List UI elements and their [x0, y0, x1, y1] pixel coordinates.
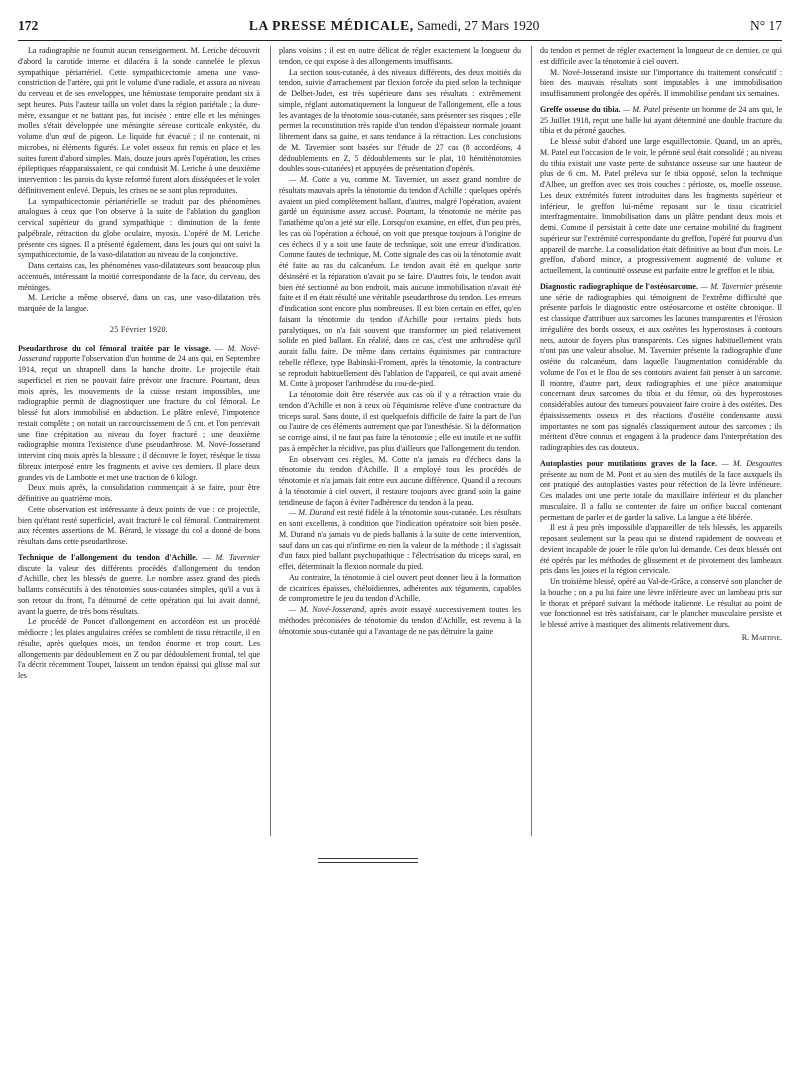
column-2 — [270, 46, 521, 836]
author-name: — M. Cotte — [289, 175, 330, 184]
footer-rule — [318, 862, 418, 863]
paragraph: M. Leriche a même observé, dans un cas, une vaso-dilatation très marquée de la langue. — [18, 293, 260, 313]
paragraph: plans voisins ; il est en outre délicat de régler exactement la longueur du tendon, ce qui expose à des allongements insuffisants. — [279, 46, 521, 66]
section-title: Pseudarthrose du col fémoral traitée par le vissage. — [18, 343, 211, 353]
paragraph: La radiographie ne fournit aucun renseignement. M. Leriche découvrit d'abord la carotide interne et dilacéra à la sonde cannelée le plexus sympathique périartériel. Cette sympathicectomie amena une vaso-constriction de l'artère, qui prit le volume d'une radiale, et assura au niveau du cerveau et de ses enveloppes, une hémostase temporaire pendant six à sept heures. Puis l'auteur tailla un volet dans la région pariétale ; la dure-mère, exsangue et ne battant pas, fut incisée : entre elle et les méninges molles s'était développée une méningite séreuse corticale enkystée, du volume d'un œuf de pigeon. Le liquide fut évacué ; il ne contenait, ni microbes, ni éléments figurés. Le volet osseux fut remis en place et les suites furent d'abord simples. Mais, douze jours après l'opération, les crises épileptiques réapparaissaient, ce qui conduisit M. Leriche à une deuxième intervention : les parois du kyste reformé furent alors disséquées et le volet définitivement enlevé. Depuis, les crises ne se sont plus reproduites. — [18, 46, 260, 195]
article-columns — [18, 46, 782, 836]
section-greffe-osseuse — [540, 105, 782, 137]
section-osteosarcome — [540, 282, 782, 454]
section-text: présente un homme de 24 ans qui, le 25 Juillet 1918, reçut une balle lui ayant déterminé une double fracture du tibia et du péroné gauches. — [540, 104, 782, 136]
paragraph — [279, 508, 521, 573]
paragraph — [279, 605, 521, 637]
section-title: Technique de l'allongement du tendon d'Achille. — [18, 552, 198, 562]
section-pseudarthrose: Pseudarthrose du col fémoral traitée par le vissage. — M. Nové-Josserand rapporte l'observation d'un homme de 24 ans qui, en Septembre 1914, reçut un shrapnell dans la hanche droite. Le projectile était superficiel et rien ne pouvait faire prévoir une fracture. Pourtant, deux mois après, les mouvements de la cuisse restant impossibles, une radiographie permit de diagnostiquer une fracture du col fémoral. Le blessé fut alors immobilisé en abduction. Le plâtre enlevé, l'impotence restait complète ; on notait un raccourcissement de 5 cm. et l'on percevait une fine crépitation au niveau du foyer fracturé ; une deuxième radiographie montra l'existence d'une pseudarthrose. M. Nové-Josserand intervint cinq mois après la blessure ; il découvre le foyer, résèque le tissu fibreux interposé entre les fragments et avive ces derniers. Il place deux grandes vis de Lambotte et met une traction de 6 kilogr. — [18, 343, 260, 482]
author-name: — M. Desgouttes — [721, 458, 782, 468]
paragraph: La ténotomie doit être réservée aux cas où il y a rétraction vraie du tendon d'Achille et non à ceux où l'équinisme relève d'une contracture du triceps sural. Sans doute, il est quelquefois difficile de faire la part de l'un ou l'autre de ces éléments autrement que par l'anesthésie. Si la déformation se corrige ainsi, il ne faut pas faire la ténotomie ; elle est inutile et ne suffit pas à empêcher la récidive, pas plus d'ailleurs que l'allongement du tendon. — [279, 390, 521, 453]
section-text: rapporte l'observation d'un homme de 24 ans qui, en Septembre 1914, reçut un shrapnell dans la hanche droite. Le projectile était superficiel et rien ne pouvait faire prévoir une fracture. Pourtant, deux mois après, les mouvements de la cuisse restant impossibles, une radiographie permit de diagnostiquer une fracture du col fémoral. Le blessé fut alors immobilisé en abduction. Le plâtre enlevé, l'impotence restait complète ; on notait un raccourcissement de 5 cm. et l'on percevait une fine crépitation au niveau du foyer fracturé ; une deuxième radiographie montra l'existence d'une pseudarthrose. M. Nové-Josserand intervint cinq mois après la blessure ; il découvre le foyer, résèque le tissu fibreux interposé entre les fragments et avive ces derniers. Il place deux grandes vis de Lambotte et met une traction de 6 kilogr. — [18, 354, 260, 482]
section-autoplasties — [540, 459, 782, 524]
paragraph: Le procédé de Poncet d'allongement en accordéon est un procédé médiocre ; les plaies angulaires créées se comblent de tissu rétractile, il en résulte, après quelques mois, un tendon énorme et trop court. Les allongements par dédoublement en Z ou par dédoublement frontal, tel que l'a décrit récemment Toupet, laissent un tendon épaissi qui glisse mal sur les — [18, 617, 260, 680]
author-name: M. Tavernier — [215, 552, 260, 562]
paragraph-text: a vu, comme M. Tavernier, un assez grand nombre de résultats mauvais après la ténotomie du tendon d'Achille : quelques opérés avaient un pied complètement ballant, d'autres, malgré l'opération, avaient gardé un équinisme assez accusé. Pourtant, la ténotomie ne mérite pas l'anathème qu'on a jeté sur elle. Lorsqu'on examine, en effet, d'un peu près, les cas où l'opération a échoué, on voit que presque toujours à l'origine de ces échecs il y a soit une faute de technique, soit une erreur d'indication. Comme fautes de technique, M. Cotte signale des cas où la ténotomie avait été faite au ras du calcanéum. Le tendon avait été en quelque sorte désinséré et la réparation n'avait pu se faire. D'autres fois, le tendon avait bien été sectionné au bon endroit, mais aucune immobilisation n'avait été faite et il en était résulté une véritable pseudarthrose du tendon. Les erreurs d'indication sont encore plus nombreuses. Il est bien certain en effet, qu'en faisant la ténotomie du tendon d'Achille pour certains pieds bots paralytiques, on n'a fait souvent que transformer un pied relativement solide en pied ballant. En réalité, dans ce cas, c'est une arthrodèse qu'il aurait fallu faire. De même dans certains équinismes par contracture rebelle réflexe, type Babinski-Froment, après la ténotomie, la contracture se reproduit habituellement dès l'ablation de l'appareil, ce qui avait amené M. Cotte à proposer l'arthrodèse du cou-de-pied. — [279, 175, 521, 389]
paragraph: M. Nové-Josserand insiste sur l'importance du traitement consécutif : bien des mauvais résultats sont imputables à une immobilisation insuffisamment prolongée des opérés. Il immobilise pendant six semaines. — [540, 67, 782, 98]
paragraph: Le blessé subit d'abord une large esquillectomie. Quand, un an après, M. Patel eut l'occasion de le voir, le péroné seul était consolidé ; au niveau du tibia existait une vaste perte de substance osseuse sur une hauteur de plus de 6 cm. M. Patel préleva sur le tibia opposé, selon la technique d'Albee, un greffon avec ses trois couches : périoste, os, moelle osseuse. Les deux extrémités furent introduites dans les fragments supérieur et inférieur, le greffon lui-même reposant sur le tissu cicatriciel interfragmentaire. Immobilisation dans un plâtre pendant deux mois et demi. Comme il persistait à cette date une certaine mobilité du fragment supérieur sur l'extrémité correspondante du greffon, l'opéré fut pourvu d'un appareil de marche. La consolidation était définitive au bout d'un mois. Le greffon, d'abord mince, a progressivement augmenté de volume et actuellement, la continuité osseuse est parfaite entre le greffon et le tibia. — [540, 137, 782, 275]
section-tendon-achille: Technique de l'allongement du tendon d'Achille. — M. Tavernier discute la valeur des différents procédés d'allongement du tendon d'Achille, chez les blessés de guerre. Le nombre assez grand des pieds ballants consécutifs à des ténotomies sous-cutanées simples, qu'il a vus à son retour du front, l'a détourné de cette opération qui lui avait donné, avant la guerre, de très bons résultats. — [18, 552, 260, 616]
column-1 — [18, 46, 260, 836]
journal-title-line — [249, 18, 539, 34]
paragraph: Cette observation est intéressante à deux points de vue : ce projectile, bien qu'étant resté superficiel, avait fracturé le col fémoral. Contrairement aux récentes assertions de M. Bérard, le vissage du col a donné de bons résultats dans cette pseudarthrose. — [18, 504, 260, 546]
paragraph: En observant ces règles, M. Cotte n'a jamais eu d'échecs dans la ténotomie du tendon d'Achille. Il a employé tous les procédés de ténotomie et n'a jamais fait entre eux aucune différence. Quand il a recours à la ténotomie à ciel ouvert, il restaure toujours avec grand soin la gaine tendineuse de façon à éviter l'adhérence du tendon à la peau. — [279, 454, 521, 507]
author-name: M. Nové-Josserand — [18, 343, 260, 364]
section-title: Diagnostic radiographique de l'ostéosarcome. — [540, 281, 699, 291]
paragraph: Deux mois après, la consolidation commençait à se faire, pour être définitive au quatrième mois. — [18, 483, 260, 503]
header-rule — [18, 40, 782, 41]
section-text: présente au nom de M. Pont et au sien des mutilés de la face auxquels ils ont pratiqué des autoplasties vastes pour réfection de la lèvre inférieure. Ces malades ont une perte totale du maxillaire inférieur et du plancher musculaire. Il a fallu se contenter de faire un orifice buccal contenant permettant de parler et de garder la salive. La langue a été libérée. — [540, 469, 782, 522]
page-header — [18, 18, 782, 40]
section-text: discute la valeur des différents procédés d'allongement du tendon d'Achille, chez les blessés de guerre. Le nombre assez grand des pieds ballants consécutifs à des ténotomies sous-cutanées simples, qu'il a vus à son retour du front, l'a détourné de cette opération qui lui avait donné, avant la guerre, de très bons résultats. — [18, 563, 260, 616]
author-name: — M. Nové-Josserand, — [289, 605, 367, 614]
issue-date: Samedi, 27 Mars 1920 — [417, 18, 540, 33]
paragraph: Il est à peu près impossible d'appareiller de tels blessés, les appareils reposant seulement sur la peau qui se distend rapidement de nouveau et devient incapable de jouer le rôle qu'on lui demande. Ces deux blessés ont été opérés par les méthodes de glissement et de pivotement des lambeaux pris dans les joues et la région cervicale. — [540, 523, 782, 576]
paragraph-text: après avoir essayé successivement toutes les méthodes préconisées de ténotomie du tendon d'Achille, est revenu à la ténotomie sous-cutanée qui a l'avantage de ne pas détruire la gaine — [279, 605, 521, 636]
paragraph-text: est resté fidèle à la ténotomie sous-cutanée. Les résultats en sont excellents, à condition que l'indication opératoire soit bien posée. M. Durand n'a jamais vu de pieds ballants à la suite de cette intervention, sauf dans un cas qui n'infirme en rien la valeur de la méthode ; il s'agissait d'un faux pied ballant psychopathique : l'électrisation du triceps sural, en effet, déterminait la flexion normale du pied. — [279, 508, 521, 571]
section-title: Autoplasties pour mutilations graves de la face. — [540, 458, 717, 468]
session-date: 25 Février 1920. — [109, 324, 169, 334]
author-name: — M. Patel — [622, 104, 661, 114]
signature: R. Martine. — [741, 632, 782, 642]
paragraph — [279, 175, 521, 390]
paragraph: La sympathicectomie périartérielle se traduit par des phénomènes analogues à ceux que l'on observe à la suite de l'ablation du ganglion cervical supérieur du grand sympathique : diminution de la fente palpébrale, rétraction du globe oculaire, myosis. L'opéré de M. Leriche présente ces signes. Il a présenté également, dans les jours qui ont suivi la sympathicectomie, de la vaso-dilatation au niveau de la conjonctive. — [18, 196, 260, 260]
journal-name: LA PRESSE MÉDICALE, — [248, 18, 414, 33]
paragraph: La section sous-cutanée, à des niveaux différents, des deux moitiés du tendon, suivie d'arrachement par flexion forcée du pied selon la technique de Delbet-Judet, est très supérieure dans ses résultats : extrêmement simple, réglant automatiquement la longueur de l'allongement, elle a tous les avantages de la ténotomie sous-cutanée, sans présenter ses risques ; elle permet la reconstitution très rapide d'un tendon d'épaisseur normale jouant librement dans sa gaine, et sans tendance à la rétraction. Les conclusions de M. Tavernier sont basées sur l'étude de 27 cas (8 accordéons, 4 dédoublements en Z, 5 dédoublements sur le plat, 10 hémiténotomies doubles sous-cutanées) et appuyées de présentation d'opérés. — [279, 67, 521, 174]
author-name: — M. Durand — [289, 508, 335, 518]
paragraph: du tendon et permet de régler exactement la longueur de ce dernier, ce qui est difficile avec la ténotomie à ciel ouvert. — [540, 46, 782, 66]
section-title: Greffe osseuse du tibia. — [540, 104, 621, 114]
paragraph: Un troisième blessé, opéré au Val-de-Grâce, a conservé son plancher de la bouche ; on a pu lui faire une lèvre inférieure avec un lambeau pris sur le thorax et préparé suivant la méthode italienne. Le résultat au point de vue fonctionnel est très satisfaisant, car le plancher musculaire persiste et le blessé arrive à mastiquer des aliments relativement durs. — [540, 577, 782, 629]
paragraph: Au contraire, la ténotomie à ciel ouvert peut donner lieu à la formation de cicatrices épaisses, chéloïdiennes, adhérentes aux téguments, capables de compromettre le jeu du tendon d'Achille. — [279, 572, 521, 604]
author-name: — M. Tavernier — [700, 281, 753, 291]
column-3 — [531, 46, 782, 836]
section-text: présente une série de radiographies qui témoignent de l'extrême difficulté que présente parfois le diagnostic entre ostéosarcome et ostéite chronique. Il est classique d'attribuer aux sarcomes les lacunes transparentes et l'érosion irrégulière des bords osseux, et aux ostéites les hyperostoses à contours nets, autour de foyers plus transparents. Ces signes habituellement vrais n'ont pas une valeur absolue. M. Tavernier présente la radiographie d'une ostéite du calcanéum, dans laquelle l'augmentation considérable du volume de l'os et le flou de ses contours avaient fait penser à un sarcome. Il montre, d'autre part, deux radiographies et une pièce anatomique concernant deux sarcomes du tibia et du fémur, où des hyperostoses considérables autour des tumeurs pouvaient faire croire à des ostéites. Des épaississements osseux et des réactions d'ostéite condensante aussi importantes ne sont pas signalés classiquement autour des sarcomes ; ils méritent d'être connus et engagent à la prudence dans l'interprétation des radiographies des cas douteux. — [540, 281, 782, 452]
footer-rule — [318, 858, 418, 859]
page-number: 172 — [18, 18, 39, 33]
issue-number: N° 17 — [749, 18, 782, 33]
paragraph: Dans certains cas, les phénomènes vaso-dilatateurs sont beaucoup plus accentués, intéressant la moitié correspondante de la face, du cerveau, des méninges. — [18, 261, 260, 292]
